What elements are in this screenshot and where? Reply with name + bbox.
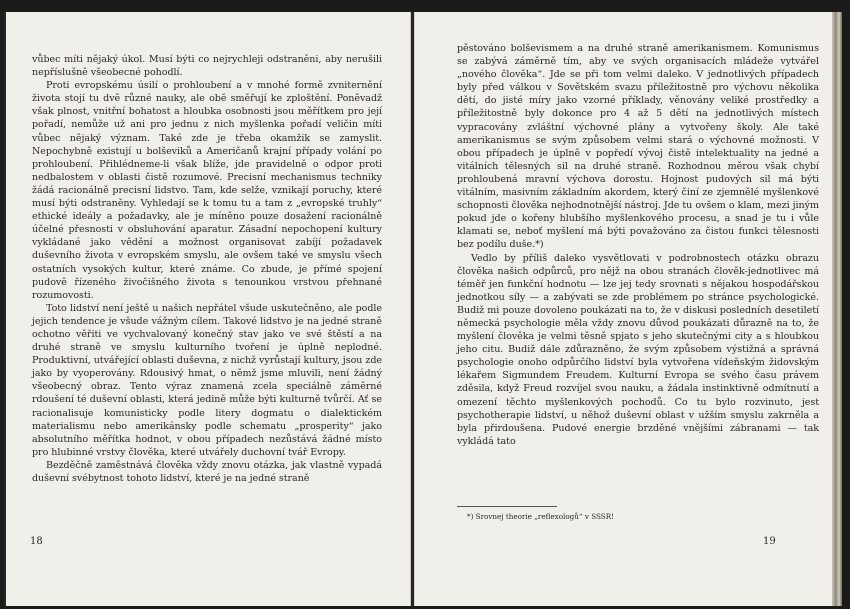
paragraph: Proti evropskému úsilí o prohloubení a v mnohé formě zvniternění života stojí tu dvě různé nauky, ale obě směřují ke zploštění. Poněvadž však plnost, vnitřní bohatost a hloubka osobnosti jsou měřítkem pro její pořadí, nemůže už ani pro jednu z nich myšlenka pořadí veličin míti vůbec nějaký význam. Také zde je třeba okamžik se zamyslit. Nepochybně existují u bolševiků a Američanů krajní případy volání po prohloubení. Přihlédneme-li však blíže, jde pravidelně o odpor proti nedbalostem v oblasti čistě rozumové. Precisní mechanismus techniky žádá racionálně precisní lidstvo. Tam, kde selže, vznikají poruchy, které musí býti odstraněny. Vyhledají se k tomu tu a tam z „evropské truhly“ ethické ideály a požadavky, ale je míněno pouze dosažení racionálně účelné přesnosti v obsluhování aparatur. Zásadní nepochopení kultury vykládané jako vědění a možnost organisovat zabíjí požadavek duševního života v evropském smyslu, ale ovšem také ve smyslu všech ostatních vysokých kultur, které známe. Co zbude, je přímé spojení pudově řízeného živočišného života s tenounkou vrstvou přehnané rozumovosti.: [32, 80, 382, 301]
footnote: *) Srovnej theorie „reflexologů“ v SSSR!: [467, 512, 615, 521]
paragraph: Vedlo by příliš daleko vysvětlovati v podrobnostech otázku obrazu člověka našich odpůrců, pro nějž na obou stranách člověk-jednotlivec má téměř jen funkční hodnotu — lze jej tedy srovnati s nějakou hospodářskou jednotkou síly — a zabývati se zde problémem po stránce psychologické. Budiž mi pouze dovoleno poukázati na to, že v diskusi posledních desetiletí německá psychologie měla vždy znovu důvod poukázati důrazně na to, že myšlení člověka je velmi těsně spjato s jeho skutečnými city a s hloubkou jeho citu. Budiž dále zdůrazněno, že svým způsobem výstižná a správná psychologie onoho odpůrčího lidství byla vytvořena vídeňským židovským lékařem Sigmundem Freudem. Kulturní Evropa se svého času právem zděsila, když Freud rozvíjel svou nauku, a žádala instinktivně odmítnutí a omezení těchto myšlenkových pochodů. Co tu bylo rozvinuto, jest psychotherapie lidství, u něhož duševní oblast v užším smyslu zakrněla a byla přirdoušena. Pudové energie brzděné vnějšími zábranami — tak vykládá tato: [457, 252, 819, 447]
paragraph: Bezděčně zaměstnává člověka vždy znovu otázka, jak vlastně vypadá duševní svébytnost tohoto lidství, které je na jedné straně: [32, 459, 382, 484]
paragraph: pěstováno bolševismem a na druhé straně amerikanismem. Komunismus se zabývá záměrně tím, aby ve svých organisacích mládeže vytvářel „nového člověka“. Jde se při tom velmi daleko. V jednotlivých případech byly před válkou v Sovětském svazu příležitostně pro výchovu několika dětí, do jisté míry jako vzorné příklady, věnovány veliké prostředky a příležitostně byly dokonce pro 4 až 5 dětí na jednotlivých místech vypracovány zvláštní výchovné plány a vytvořeny školy. Ale také amerikanismus se svým způsobem velmi stará o výchovné možnosti. V obou případech je úplně v popředí vývoj čistě intelektuality na jedné a vitálních tělesných sil na druhé straně. Rozhodnou měrou však chybí prohloubená mravní výchova dorostu. Hojnost pudových sil má býti vitálním, masivním základním akordem, který činí ze zjemnělé myšlenkové schopnosti člověka nejhodnotnější nástroj. Jde tu ovšem o klam, mezi jiným pokud jde o kořeny hlubšího myšlenkového procesu, a snad je tu i vůle klamati se, neboť myšlení má býti považováno za čistou funkci tělesnosti bez podílu duše.*): [457, 43, 819, 251]
paragraph: vůbec míti nějaký úkol. Musí býti co nejrychleji odstraněni, aby nerušili nepříslušně všeobecné pohodlí.: [32, 54, 382, 79]
page-number: 18: [30, 536, 43, 547]
left-page: [6, 12, 411, 606]
page-edges: [832, 12, 842, 606]
paragraph: Toto lidství není ještě u našich nepřátel všude uskutečněno, ale podle jejich tendence je všude vážným cílem. Takové lidstvo je na jedné straně ochotno věřiti ve vychvalovaný konečný stav jako ve své štěstí a na druhé straně ve smyslu kulturního tvoření je úplně neplodné. Produktivní, utvářející oblasti duševna, z nichž vyrůstají kultury, jsou zde jako by vyoperovány. Rdousivý hmat, o němž jsme mluvili, není žádný všeobecný obraz. Tento výraz znamená zcela speciálně záměrné rdoušení té duševní oblasti, která jedině může býti kulturně tvůrčí. Ať se racionalisuje komunisticky podle litery dogmatu o dialektickém materialismu nebo amerikánsky podle schematu „prosperity“ jako absolutního měřítka hodnot, v obou případech nezůstává žádné místo pro hlubinné vrstvy člověka, které utvářely duchovní tvář Evropy.: [32, 302, 382, 458]
footnote-divider: [457, 506, 557, 507]
right-page: [414, 12, 833, 606]
left-page-text: [32, 53, 382, 485]
page-number: 19: [763, 536, 776, 547]
book-spread: [4, 12, 842, 606]
right-page-text: [457, 42, 819, 448]
